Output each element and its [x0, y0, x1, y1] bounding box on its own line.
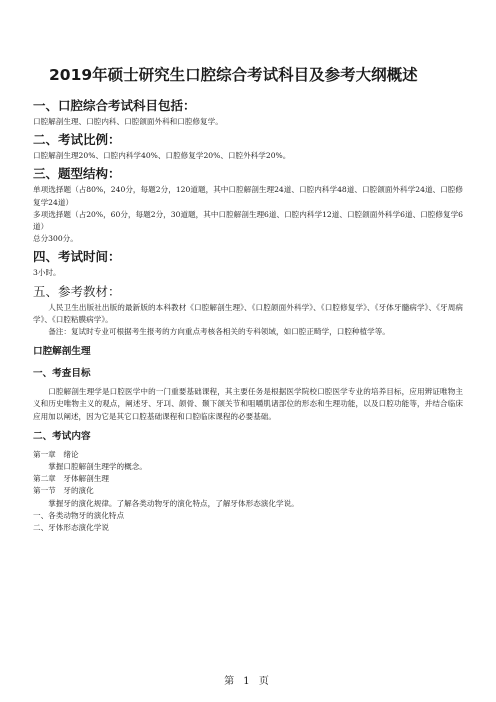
section-heading-time: 四、考试时间：	[33, 249, 121, 265]
content-item-1: 一、各类动物牙的演化特点	[33, 510, 125, 520]
exam-objective-text: 口腔解剖生理学是口腔医学中的一门重要基础课程，其主要任务是根据医学院校口腔医学专业的培养目标，应用辨证唯物主义和历史唯物主义的观点，阐述牙、牙㓚、颌骨、颞下颌关节和咀嚼肌诸部位的形态和生理功能，以及口腔功能等，并结合临床应用加以阐述，因为它是其它口腔基础课程和口腔临床课程的必要基础。	[33, 387, 463, 421]
structure-multi-choice: 多项选择题（占20%，60分，每题2分，30道题，其中口腔解剖生理6道、口腔内科学12道、口腔颌面外科学6道、口腔修复学6道）	[33, 209, 463, 232]
document-title: 2019年硕士研究生口腔综合考试科目及参考大纲概述	[49, 66, 418, 84]
content-section-1: 第一节 牙的演化	[33, 486, 94, 496]
content-chapter-2: 第二章 牙体解剖生理	[33, 474, 109, 484]
structure-total: 总分300分。	[33, 234, 78, 244]
content-chapter-1: 第一章 绪论	[33, 449, 79, 459]
textbooks-note: 备注：复试时专业可根据考生报考的方向重点考核各相关的专科领域，如口腔正畸学，口腔种植学等。	[48, 327, 390, 337]
section-heading-structure: 三、题型结构：	[33, 166, 121, 182]
heading-exam-objective: 一、考查目标	[33, 368, 91, 380]
section-heading-subjects: 一、口腔综合考试科目包括：	[33, 98, 196, 113]
content-line: 掌握牙的演化规律。了解各类动物牙的演化特点，了解牙体形态演化学说。	[48, 498, 299, 508]
textbooks-text: 人民卫生出版社出版的最新版的本科教材《口腔解剖生理》、《口腔颌面外科学》、《口腔修复学》、《牙体牙髓病学》、《牙周病学》、《口腔粘膜病学》。	[33, 302, 463, 324]
heading-exam-content: 二、考试内容	[33, 430, 91, 442]
subjects-text: 口腔解剖生理、口腔内科、口腔颌面外科和口腔修复学。	[33, 117, 223, 126]
time-text: 3小时。	[33, 268, 61, 278]
page-number: 第 1 页	[224, 676, 272, 687]
content-line: 掌握口腔解剖生理学的概念。	[48, 462, 147, 472]
subject-title-oral-anatomy: 口腔解剖生理	[33, 346, 91, 358]
structure-single-choice: 单项选择题（占80%，240分，每题2分，120道题，其中口腔解剖生理24道、口腔内科学48道、口腔颌面外科学24道、口腔修复学24道）	[33, 185, 463, 207]
section-heading-textbooks: 五、参考教材：	[33, 283, 121, 299]
section-heading-ratio: 二、考试比例：	[33, 132, 121, 148]
ratio-text: 口腔解剖生理20%、口腔内科学40%、口腔修复学20%、口腔外科学20%。	[33, 151, 291, 161]
content-item-2: 二、牙体形态演化学说	[33, 523, 109, 533]
